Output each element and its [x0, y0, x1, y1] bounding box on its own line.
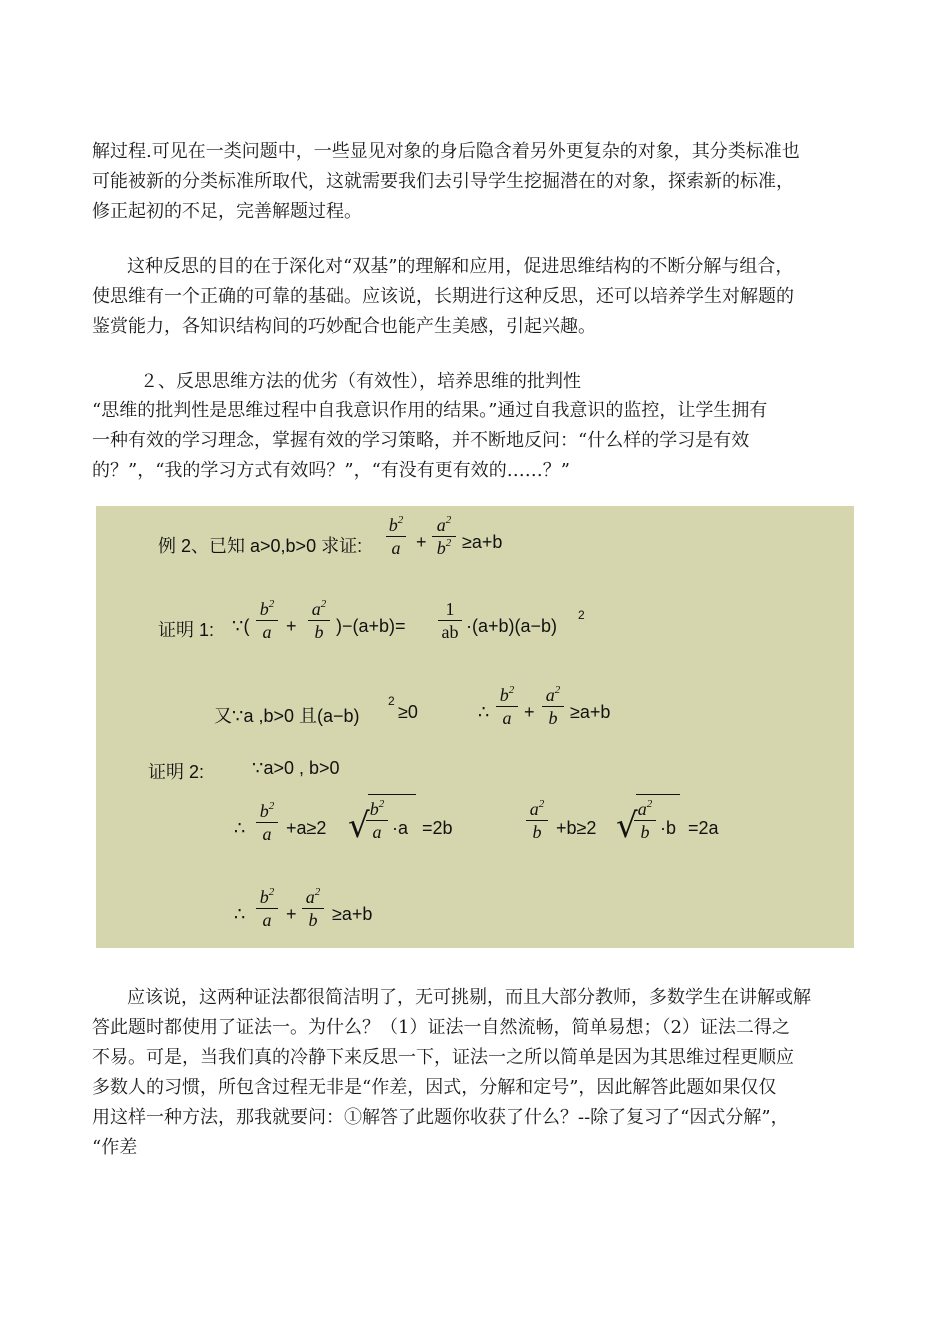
factored-expression: ·(a+b)(a−b)	[466, 616, 558, 636]
section-heading: ２、反思思维方法的优劣（有效性），培养思维的批判性	[140, 371, 581, 392]
paragraph-1-line-3: 修正起初的不足，完善解题过程。	[92, 201, 362, 222]
sqrt-bar	[636, 794, 680, 795]
paragraph-4-line-3: 不易。可是，当我们真的冷静下来反思一下，证法一之所以简单是因为其思维过程更顺应	[92, 1047, 794, 1068]
plus-sign: +	[286, 904, 297, 924]
plus-sign: +	[286, 616, 297, 636]
minus-a-plus-b: )−(a+b)=	[336, 616, 406, 636]
geq-a-plus-b: ≥a+b	[570, 702, 611, 722]
square-exponent: 2	[578, 608, 585, 622]
plus-sign: +	[416, 532, 427, 552]
also-statement: 又∵a ,b>0 且(a−b)	[214, 706, 360, 726]
therefore-symbol: ∴	[234, 818, 246, 838]
paragraph-1-line-2: 可能被新的分类标准所取代，这就需要我们去引导学生挖掘潜在的对象，探索新的标准，	[92, 171, 794, 192]
example-label: 例 2、已知 a>0,b>0 求证:	[158, 536, 363, 556]
paragraph-4-line-6: “作差	[92, 1137, 138, 1158]
fraction-a2-over-b: $a^2$ b	[634, 798, 656, 843]
fraction-b2-over-a: $b^2$ a	[496, 684, 518, 729]
sqrt-sign: √	[348, 806, 370, 846]
equals-2b: =2b	[422, 818, 453, 838]
fraction-b2-over-a: $b^2$ a	[256, 800, 278, 845]
paragraph-4-line-2: 答此题时都使用了证法一。为什么？（1）证法一自然流畅，简单易想；（2）证法二得之	[92, 1017, 790, 1038]
paragraph-2-line-1: 这种反思的目的在于深化对“双基”的理解和应用，促进思维结构的不断分解与组合，	[127, 256, 794, 277]
plus-sign: +	[524, 702, 535, 722]
paragraph-3-line-2: 一种有效的学习理念，掌握有效的学习策略，并不断地反问：“什么样的学习是有效	[92, 430, 750, 451]
fraction-a2-over-b: $a^2$ b	[542, 684, 564, 729]
dot-b: ·b	[660, 818, 677, 838]
plus-a-geq-2: +a≥2	[286, 818, 327, 838]
paragraph-1-line-1: 解过程.可见在一类问题中，一些显见对象的身后隐含着另外更复杂的对象，其分类标准也	[92, 141, 800, 162]
fraction-a2-over-b: $a^2$ b	[526, 798, 548, 843]
fraction-b2-over-a: $b^2$ a	[256, 598, 278, 643]
therefore-symbol: ∴	[478, 702, 490, 722]
math-proof-figure	[96, 506, 854, 948]
fraction-b2-over-a: $b^2$ a	[256, 886, 278, 931]
equals-2a: =2a	[688, 818, 719, 838]
geq-a-plus-b: ≥a+b	[332, 904, 373, 924]
paragraph-4-line-5: 用这样一种方法，那我就要问：①解答了此题你收获了什么？--除了复习了“因式分解”，	[92, 1107, 789, 1128]
paragraph-2-line-2: 使思维有一个正确的可靠的基础。应该说，长期进行这种反思，还可以培养学生对解题的	[92, 286, 794, 307]
square-exponent: 2	[388, 694, 395, 708]
geq-zero: ≥0	[398, 702, 418, 722]
fraction-1-over-ab: 1 ab	[438, 598, 462, 643]
sqrt-bar	[368, 794, 416, 795]
paragraph-3-line-3: 的？”，“我的学习方式有效吗？”，“有没有更有效的……？”	[92, 460, 571, 481]
proof-1-label: 证明 1:	[158, 620, 215, 640]
paragraph-2-line-3: 鉴赏能力，各知识结构间的巧妙配合也能产生美感，引起兴趣。	[92, 316, 596, 337]
plus-b-geq-2: +b≥2	[556, 818, 597, 838]
sqrt-sign: √	[616, 806, 638, 846]
geq-a-plus-b: ≥a+b	[462, 532, 503, 552]
fraction-a2-over-b: $a^2$ b	[302, 886, 324, 931]
therefore-symbol: ∴	[234, 904, 246, 924]
fraction-b2-over-a: $b^2$ a	[366, 798, 388, 843]
paragraph-4-line-1: 应该说，这两种证法都很简洁明了，无可挑剔，而且大部分教师，多数学生在讲解或解	[127, 987, 811, 1008]
fraction-b2-over-a: $b^2$ a	[386, 514, 406, 559]
fraction-a2-over-b: $a^2$ b	[308, 598, 330, 643]
paragraph-4-line-4: 多数人的习惯，所包含过程无非是“作差，因式，分解和定号”，因此解答此题如果仅仅	[92, 1077, 777, 1098]
fraction-a2-over-b2: $a^2$ $b^2$	[432, 514, 456, 559]
proof-2-label: 证明 2:	[148, 762, 205, 782]
because-positive: ∵a>0 , b>0	[252, 758, 340, 778]
paragraph-3-line-1: “思维的批判性是思维过程中自我意识作用的结果。”通过自我意识的监控，让学生拥有	[92, 400, 768, 421]
because-open: ∵(	[232, 616, 250, 636]
dot-a: ·a	[392, 818, 409, 838]
